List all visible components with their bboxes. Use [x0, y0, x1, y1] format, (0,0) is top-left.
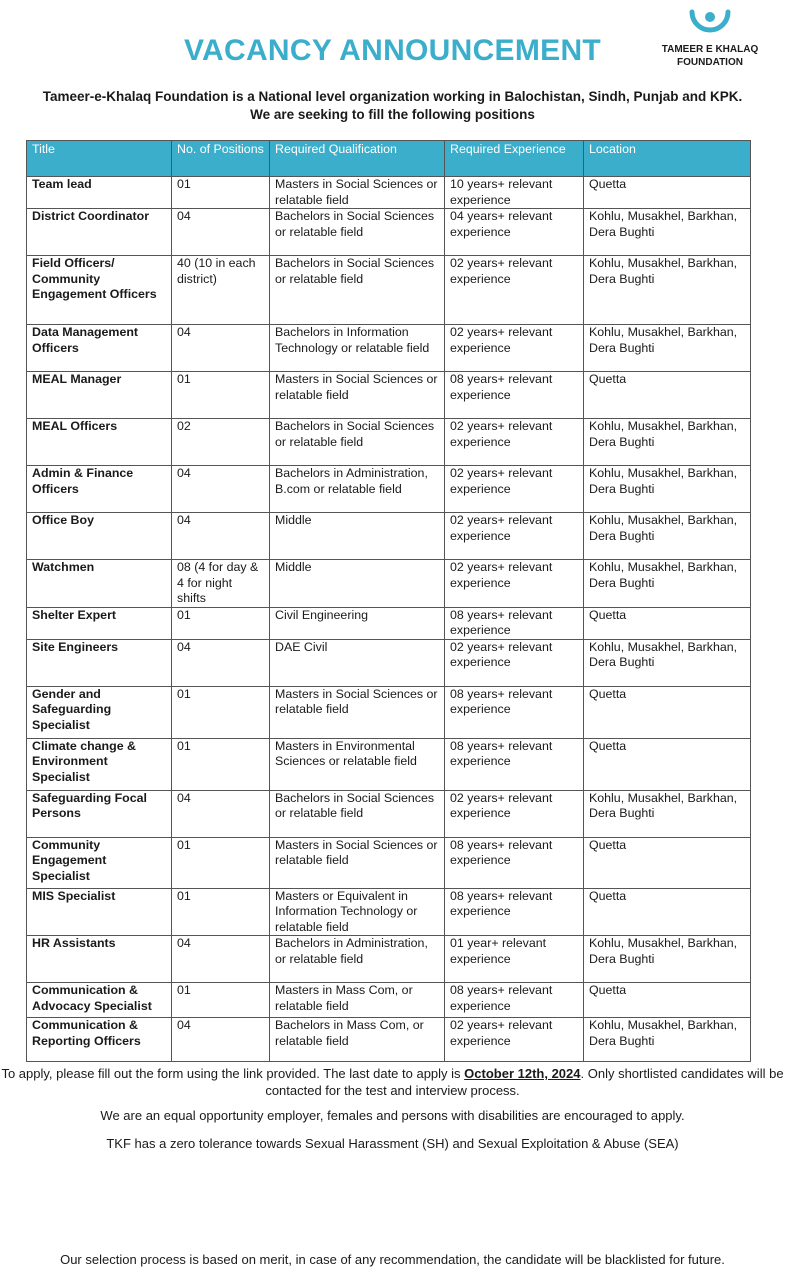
cell-positions: 01 [172, 372, 270, 419]
apply-deadline: October 12th, 2024 [464, 1066, 581, 1081]
cell-qualification: Masters in Environmental Sciences or relatable field [270, 738, 445, 790]
table-row [27, 607, 751, 639]
intro-line2: We are seeking to fill the following positions [250, 107, 535, 122]
cell-title: MIS Specialist [27, 888, 172, 936]
cell-experience: 02 years+ relevant experience [445, 560, 584, 608]
cell-title: Community Engagement Specialist [27, 837, 172, 888]
logo-mark-icon [687, 8, 733, 42]
cell-positions: 01 [172, 686, 270, 738]
cell-qualification: Bachelors in Administration, or relatable field [270, 936, 445, 983]
cell-positions: 01 [172, 983, 270, 1018]
cell-title: Admin & Finance Officers [27, 466, 172, 513]
merit-note: Our selection process is based on merit, in case of any recommendation, the candidate will be blacklisted for future. [60, 1252, 725, 1267]
cell-qualification: Masters or Equivalent in Information Technology or relatable field [270, 888, 445, 936]
cell-location: Kohlu, Musakhel, Barkhan, Dera Bughti [584, 790, 751, 837]
cell-location: Quetta [584, 738, 751, 790]
header-qualification: Required Qualification [270, 141, 445, 177]
header-experience: Required Experience [445, 141, 584, 177]
cell-positions: 04 [172, 1018, 270, 1062]
cell-experience: 08 years+ relevant experience [445, 686, 584, 738]
cell-qualification: Masters in Social Sciences or relatable field [270, 837, 445, 888]
cell-positions: 04 [172, 790, 270, 837]
table-row [27, 513, 751, 560]
cell-qualification: Bachelors in Social Sciences or relatable field [270, 419, 445, 466]
cell-qualification: DAE Civil [270, 639, 445, 686]
cell-title: Office Boy [27, 513, 172, 560]
table-row [27, 738, 751, 790]
cell-location: Kohlu, Musakhel, Barkhan, Dera Bughti [584, 466, 751, 513]
table-row [27, 177, 751, 209]
cell-experience: 02 years+ relevant experience [445, 1018, 584, 1062]
cell-qualification: Middle [270, 513, 445, 560]
cell-title: Communication & Reporting Officers [27, 1018, 172, 1062]
cell-location: Kohlu, Musakhel, Barkhan, Dera Bughti [584, 325, 751, 372]
table-row [27, 888, 751, 936]
cell-location: Quetta [584, 372, 751, 419]
cell-location: Kohlu, Musakhel, Barkhan, Dera Bughti [584, 639, 751, 686]
cell-title: Watchmen [27, 560, 172, 608]
cell-experience: 08 years+ relevant experience [445, 983, 584, 1018]
cell-location: Kohlu, Musakhel, Barkhan, Dera Bughti [584, 513, 751, 560]
cell-experience: 02 years+ relevant experience [445, 466, 584, 513]
cell-qualification: Masters in Social Sciences or relatable field [270, 372, 445, 419]
cell-location: Kohlu, Musakhel, Barkhan, Dera Bughti [584, 256, 751, 325]
cell-experience: 02 years+ relevant experience [445, 256, 584, 325]
cell-title: Gender and Safeguarding Specialist [27, 686, 172, 738]
table-row [27, 1018, 751, 1062]
cell-qualification: Civil Engineering [270, 607, 445, 639]
cell-positions: 01 [172, 607, 270, 639]
logo [650, 8, 770, 68]
cell-qualification: Masters in Social Sciences or relatable field [270, 177, 445, 209]
logo-text-line1: TAMEER E KHALAQ [661, 44, 759, 55]
cell-title: Field Officers/ Community Engagement Officers [27, 256, 172, 325]
cell-positions: 04 [172, 513, 270, 560]
cell-qualification: Masters in Social Sciences or relatable field [270, 686, 445, 738]
table-row [27, 419, 751, 466]
cell-title: Site Engineers [27, 639, 172, 686]
table-row [27, 256, 751, 325]
zero-tolerance-note: TKF has a zero tolerance towards Sexual Harassment (SH) and Sexual Exploitation & Abuse (SEA) [106, 1136, 679, 1151]
cell-title: Team lead [27, 177, 172, 209]
cell-positions: 04 [172, 466, 270, 513]
cell-location: Quetta [584, 607, 751, 639]
cell-title: Communication & Advocacy Specialist [27, 983, 172, 1018]
cell-qualification: Middle [270, 560, 445, 608]
intro [0, 88, 785, 124]
header-location: Location [584, 141, 751, 177]
cell-positions: 40 (10 in each district) [172, 256, 270, 325]
cell-positions: 01 [172, 177, 270, 209]
table-row [27, 372, 751, 419]
logo-text-line2: FOUNDATION [677, 57, 743, 68]
page-title: VACANCY ANNOUNCEMENT [183, 34, 602, 67]
header-positions: No. of Positions [172, 141, 270, 177]
cell-experience: 02 years+ relevant experience [445, 325, 584, 372]
cell-experience: 02 years+ relevant experience [445, 790, 584, 837]
cell-experience: 02 years+ relevant experience [445, 639, 584, 686]
cell-experience: 08 years+ relevant experience [445, 738, 584, 790]
table-header-row [27, 141, 751, 177]
cell-qualification: Bachelors in Mass Com, or relatable field [270, 1018, 445, 1062]
cell-location: Kohlu, Musakhel, Barkhan, Dera Bughti [584, 560, 751, 608]
cell-experience: 10 years+ relevant experience [445, 177, 584, 209]
cell-qualification: Bachelors in Social Sciences or relatable field [270, 209, 445, 256]
vacancy-table [26, 140, 751, 1062]
cell-positions: 01 [172, 837, 270, 888]
cell-experience: 08 years+ relevant experience [445, 372, 584, 419]
equal-opportunity-note: We are an equal opportunity employer, females and persons with disabilities are encouraged to apply. [100, 1108, 685, 1123]
cell-positions: 04 [172, 639, 270, 686]
cell-title: Climate change & Environment Specialist [27, 738, 172, 790]
header-title: Title [27, 141, 172, 177]
cell-qualification: Bachelors in Social Sciences or relatable field [270, 256, 445, 325]
cell-location: Kohlu, Musakhel, Barkhan, Dera Bughti [584, 1018, 751, 1062]
cell-positions: 04 [172, 325, 270, 372]
cell-experience: 08 years+ relevant experience [445, 888, 584, 936]
cell-location: Kohlu, Musakhel, Barkhan, Dera Bughti [584, 936, 751, 983]
cell-qualification: Bachelors in Social Sciences or relatable field [270, 790, 445, 837]
cell-title: MEAL Manager [27, 372, 172, 419]
cell-title: Data Management Officers [27, 325, 172, 372]
cell-positions: 02 [172, 419, 270, 466]
cell-positions: 04 [172, 209, 270, 256]
cell-title: HR Assistants [27, 936, 172, 983]
table-row [27, 837, 751, 888]
cell-qualification: Bachelors in Information Technology or relatable field [270, 325, 445, 372]
cell-experience: 04 years+ relevant experience [445, 209, 584, 256]
cell-title: Safeguarding Focal Persons [27, 790, 172, 837]
cell-location: Quetta [584, 888, 751, 936]
cell-positions: 08 (4 for day & 4 for night shifts [172, 560, 270, 608]
cell-location: Quetta [584, 837, 751, 888]
cell-experience: 02 years+ relevant experience [445, 513, 584, 560]
cell-title: District Coordinator [27, 209, 172, 256]
cell-title: MEAL Officers [27, 419, 172, 466]
intro-line1: Tameer-e-Khalaq Foundation is a National level organization working in Balochistan, Sindh, Punjab and KPK. [42, 89, 743, 104]
table-row [27, 560, 751, 608]
cell-location: Quetta [584, 983, 751, 1018]
table-row [27, 686, 751, 738]
cell-positions: 04 [172, 936, 270, 983]
table-row [27, 466, 751, 513]
cell-location: Quetta [584, 686, 751, 738]
cell-qualification: Bachelors in Administration, B.com or relatable field [270, 466, 445, 513]
cell-experience: 08 years+ relevant experience [445, 607, 584, 639]
cell-location: Quetta [584, 177, 751, 209]
table-row [27, 639, 751, 686]
table-row [27, 936, 751, 983]
cell-positions: 01 [172, 738, 270, 790]
table-row [27, 790, 751, 837]
cell-qualification: Masters in Mass Com, or relatable field [270, 983, 445, 1018]
apply-instructions [0, 1065, 785, 1099]
cell-location: Kohlu, Musakhel, Barkhan, Dera Bughti [584, 209, 751, 256]
table-row [27, 983, 751, 1018]
cell-location: Kohlu, Musakhel, Barkhan, Dera Bughti [584, 419, 751, 466]
cell-experience: 01 year+ relevant experience [445, 936, 584, 983]
cell-experience: 08 years+ relevant experience [445, 837, 584, 888]
table-row [27, 325, 751, 372]
cell-title: Shelter Expert [27, 607, 172, 639]
apply-text-after: . Only shortlisted candidates will be contacted for the test and interview process. [265, 1066, 784, 1098]
apply-text-before: To apply, please fill out the form using the link provided. The last date to apply is [1, 1066, 465, 1081]
cell-positions: 01 [172, 888, 270, 936]
table-row [27, 209, 751, 256]
cell-experience: 02 years+ relevant experience [445, 419, 584, 466]
